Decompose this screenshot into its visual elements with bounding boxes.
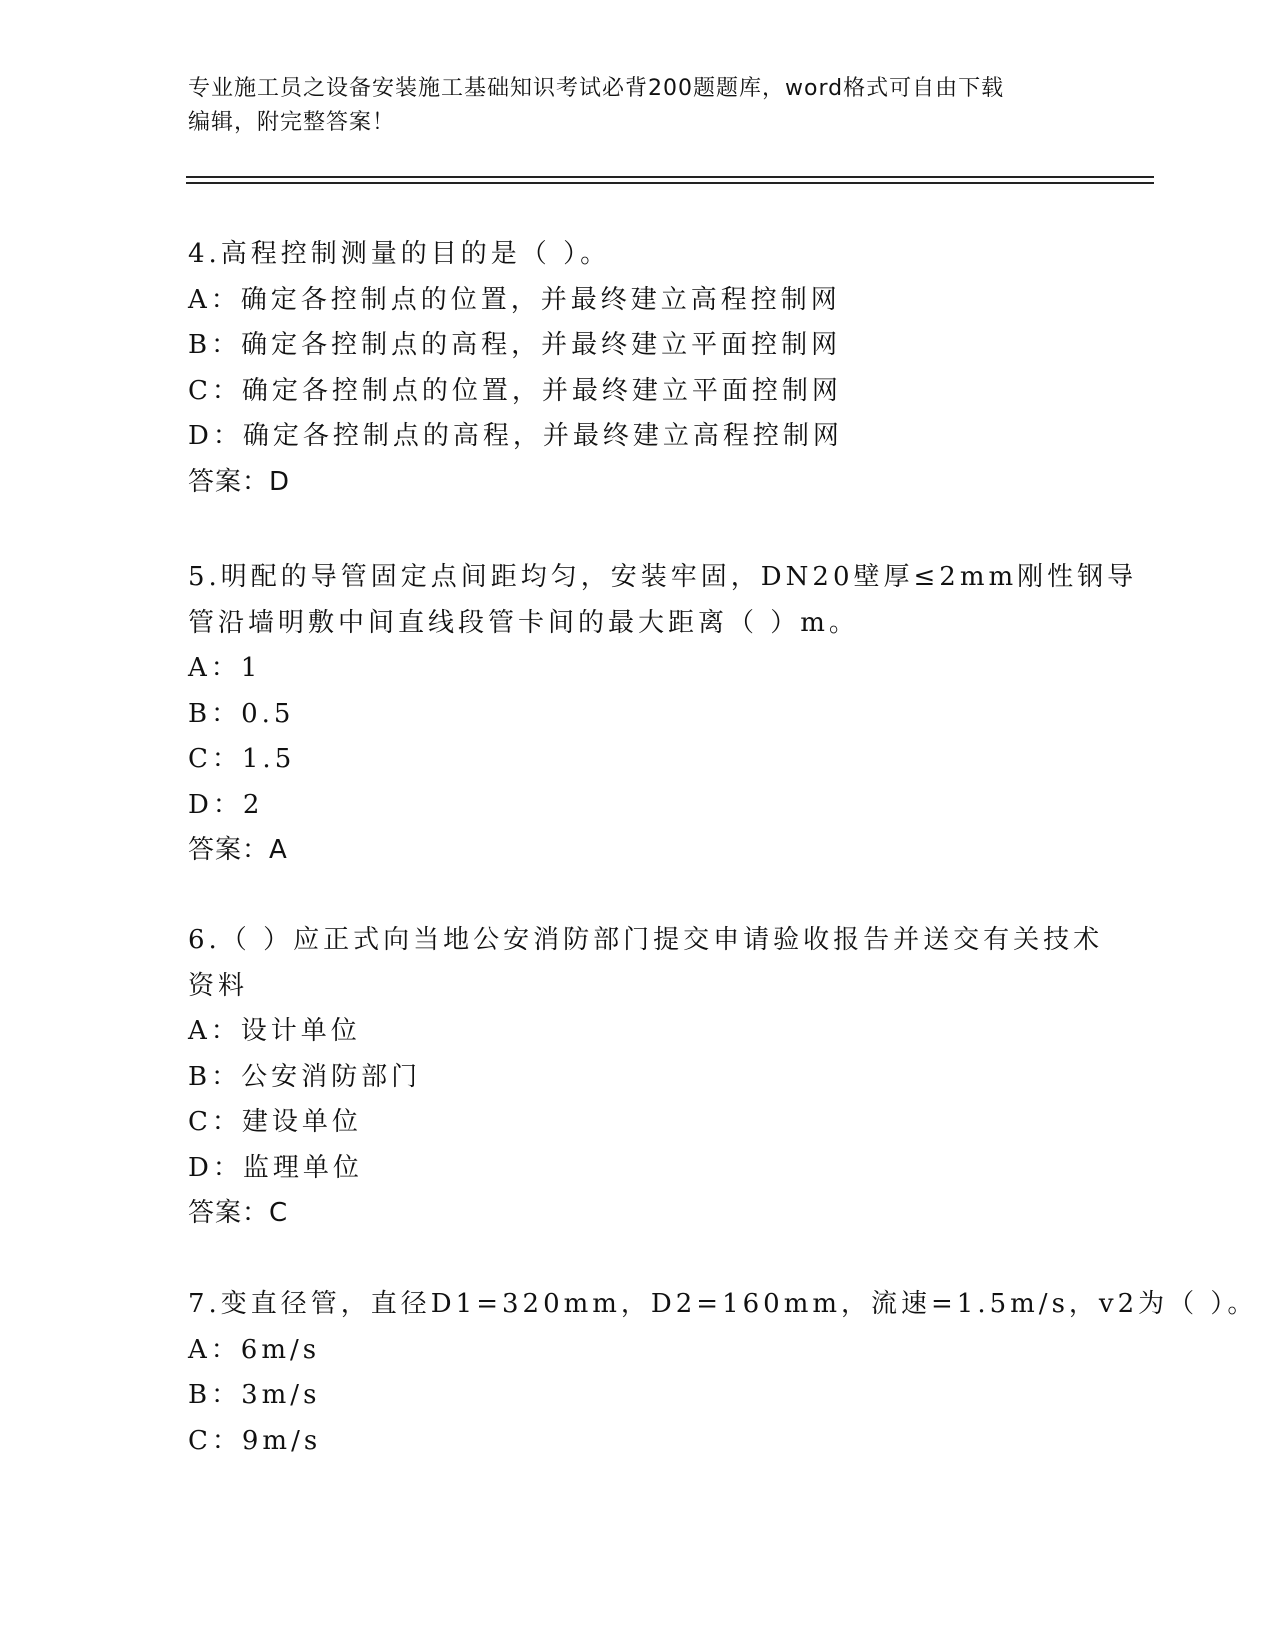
option-b: B：公安消防部门 xyxy=(188,1061,422,1092)
question-6 xyxy=(188,918,1104,1237)
option-d: D：监理单位 xyxy=(188,1152,363,1183)
option-b: B：3m/s xyxy=(188,1380,321,1410)
question-stem-continued: 资料 xyxy=(188,970,249,1001)
question-stem: 6.（ ）应正式向当地公安消防部门提交申请验收报告并送交有关技术 xyxy=(188,925,1104,955)
question-5 xyxy=(188,555,1138,874)
question-stem: 5.明配的导管固定点间距均匀，安装牢固，DN20壁厚≤2mm刚性钢导 xyxy=(188,562,1138,592)
option-a: A：6m/s xyxy=(188,1334,321,1365)
question-4 xyxy=(188,232,1088,505)
question-7 xyxy=(188,1282,1258,1464)
header-line-2: 编辑，附完整答案！ xyxy=(188,110,396,135)
answer: 答案：A xyxy=(188,835,288,865)
question-stem-continued: 管沿墙明敷中间直线段管卡间的最大距离（ ）m。 xyxy=(188,607,859,638)
header-divider-bottom xyxy=(186,182,1154,184)
question-stem: 4.高程控制测量的目的是（ ）。 xyxy=(188,239,611,269)
option-a: A：确定各控制点的位置，并最终建立高程控制网 xyxy=(188,284,841,315)
question-stem: 7.变直径管，直径D1=320mm，D2=160mm，流速=1.5m/s，v2为（ ）。 xyxy=(188,1289,1258,1319)
option-d: D：2 xyxy=(188,789,264,820)
option-b: B：0.5 xyxy=(188,698,295,729)
option-c: C：确定各控制点的位置，并最终建立平面控制网 xyxy=(188,375,842,406)
option-c: C：建设单位 xyxy=(188,1107,362,1137)
header-divider-top xyxy=(186,176,1154,178)
option-c: C：1.5 xyxy=(188,744,296,774)
option-a: A：设计单位 xyxy=(188,1016,361,1046)
option-d: D：确定各控制点的高程，并最终建立高程控制网 xyxy=(188,421,843,451)
answer: 答案：D xyxy=(188,466,291,497)
option-a: A：1 xyxy=(188,653,262,683)
option-c: C：9m/s xyxy=(188,1425,322,1456)
document-header xyxy=(188,72,1088,140)
option-b: B：确定各控制点的高程，并最终建立平面控制网 xyxy=(188,330,842,360)
answer: 答案：C xyxy=(188,1198,289,1228)
header-line-1: 专业施工员之设备安装施工基础知识考试必背200题题库，word格式可自由下载 xyxy=(188,76,1005,101)
